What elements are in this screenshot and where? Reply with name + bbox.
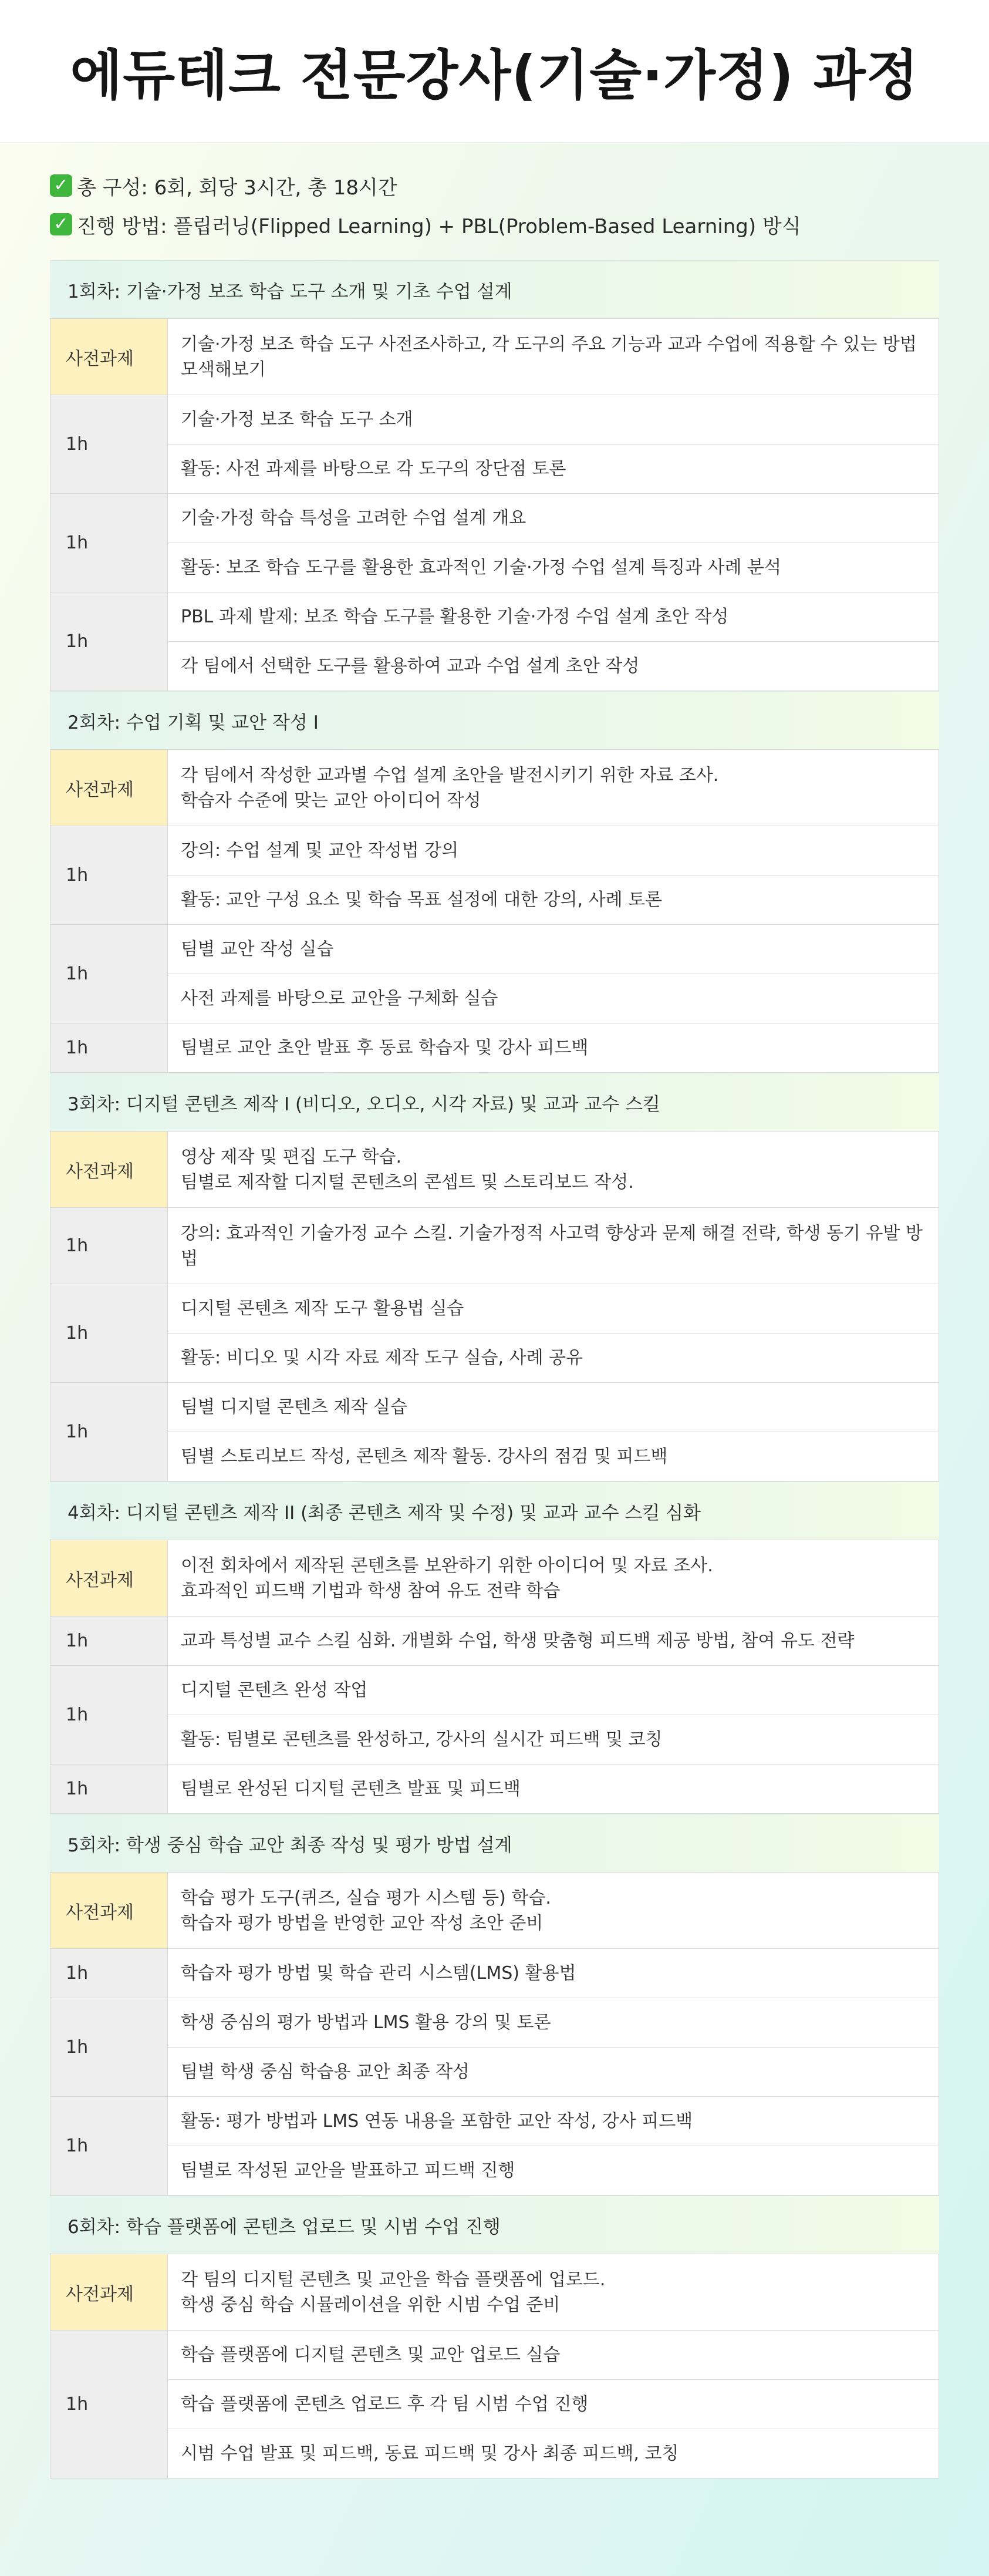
activity-item: 기술·가정 보조 학습 도구 소개 (168, 395, 939, 445)
table-row (50, 925, 939, 974)
course-info (50, 166, 939, 244)
activity-item: 활동: 보조 학습 도구를 활용한 효과적인 기술·가정 수업 설계 특징과 사례 분석 (168, 543, 939, 592)
pre-task-content (168, 1540, 939, 1617)
hour-label: 1h (50, 395, 168, 494)
hour-label: 1h (50, 1383, 168, 1481)
activity-item (168, 1208, 939, 1284)
course-content (0, 143, 989, 2576)
info-method (50, 205, 939, 244)
activity-item: 활동: 팀별로 콘텐츠를 완성하고, 강사의 실시간 피드백 및 코칭 (168, 1715, 939, 1765)
text-line: 효과적인 피드백 기법과 학생 참여 유도 전략 학습 (181, 1580, 561, 1601)
hour-label: 1h (50, 1949, 168, 1998)
text-line: 각 팀의 디지털 콘텐츠 및 교안을 학습 플랫폼에 업로드. (181, 2269, 606, 2290)
page-header (0, 0, 989, 143)
activity-item: 교과 특성별 교수 스킬 심화. 개별화 수업, 학생 맞춤형 피드백 제공 방법, 참여 유도 전략 (168, 1617, 939, 1666)
hour-label: 1h (50, 1023, 168, 1073)
session-5 (50, 1814, 939, 2196)
hour-label: 1h (50, 1284, 168, 1383)
activity-item: 팀별 디지털 콘텐츠 제작 실습 (168, 1383, 939, 1432)
session-title: 6회차: 학습 플랫폼에 콘텐츠 업로드 및 시범 수업 진행 (50, 2196, 939, 2254)
text-line: 학습자 평가 방법을 반영한 교안 작성 초안 준비 (181, 1912, 544, 1934)
table-row (50, 1023, 939, 1073)
activity-item: 팀별로 완성된 디지털 콘텐츠 발표 및 피드백 (168, 1765, 939, 1814)
table-row (50, 1132, 939, 1208)
pre-task-content (168, 319, 939, 395)
pre-task-label: 사전과제 (50, 1132, 168, 1208)
table-row (50, 2146, 939, 2196)
text-line: 모색해보기 (181, 359, 266, 380)
table-row (50, 1873, 939, 1949)
session-title: 1회차: 기술·가정 보조 학습 도구 소개 및 기초 수업 설계 (50, 260, 939, 318)
pre-task-label: 사전과제 (50, 319, 168, 395)
table-row (50, 319, 939, 395)
table-row (50, 974, 939, 1023)
text-line: 기술·가정 보조 학습 도구 사전조사하고, 각 도구의 주요 기능과 교과 수업에 적용할 수 있는 방법 (181, 334, 917, 355)
table-row (50, 1383, 939, 1432)
table-row (50, 1432, 939, 1481)
session-table (50, 1131, 939, 1481)
session-table (50, 318, 939, 691)
activity-item: 학습 플랫폼에 디지털 콘텐츠 및 교안 업로드 실습 (168, 2331, 939, 2380)
pre-task-content (168, 1873, 939, 1949)
hour-label: 1h (50, 1765, 168, 1814)
table-row (50, 1765, 939, 1814)
hour-label: 1h (50, 2097, 168, 2196)
activity-item: 팀별 학생 중심 학습용 교안 최종 작성 (168, 2048, 939, 2097)
session-3 (50, 1073, 939, 1481)
table-row (50, 395, 939, 445)
activity-item: 활동: 비디오 및 시각 자료 제작 도구 실습, 사례 공유 (168, 1334, 939, 1383)
table-row (50, 445, 939, 494)
hour-label: 1h (50, 826, 168, 925)
hour-label: 1h (50, 1208, 168, 1284)
text-line: 학습 평가 도구(퀴즈, 실습 평가 시스템 등) 학습. (181, 1887, 551, 1908)
check-mark-icon: ✓ (50, 213, 72, 235)
activity-item: 학습 플랫폼에 콘텐츠 업로드 후 각 팀 시범 수업 진행 (168, 2380, 939, 2429)
session-6 (50, 2196, 939, 2479)
session-table (50, 2254, 939, 2479)
activity-item: 활동: 평가 방법과 LMS 연동 내용을 포함한 교안 작성, 강사 피드백 (168, 2097, 939, 2146)
table-row (50, 1540, 939, 1617)
table-row (50, 2048, 939, 2097)
hour-label: 1h (50, 592, 168, 691)
session-table (50, 1872, 939, 2196)
table-row (50, 1666, 939, 1715)
activity-item: 활동: 사전 과제를 바탕으로 각 도구의 장단점 토론 (168, 445, 939, 494)
table-row (50, 1617, 939, 1666)
session-title: 2회차: 수업 기획 및 교안 작성 I (50, 691, 939, 749)
text-line: 법 (181, 1248, 198, 1269)
info-composition (50, 166, 939, 205)
table-row (50, 1715, 939, 1765)
table-row (50, 543, 939, 592)
pre-task-label: 사전과제 (50, 1873, 168, 1949)
table-row (50, 2380, 939, 2429)
pre-task-content (168, 1132, 939, 1208)
text-line: 각 팀에서 작성한 교과별 수업 설계 초안을 발전시키기 위한 자료 조사. (181, 765, 719, 786)
table-row (50, 875, 939, 925)
hour-label: 1h (50, 494, 168, 592)
hour-label: 1h (50, 1617, 168, 1666)
activity-item: 팀별로 작성된 교안을 발표하고 피드백 진행 (168, 2146, 939, 2196)
session-2 (50, 691, 939, 1073)
table-row (50, 592, 939, 642)
activity-item: 디지털 콘텐츠 제작 도구 활용법 실습 (168, 1284, 939, 1334)
table-row (50, 2429, 939, 2479)
table-row (50, 1998, 939, 2048)
text-line: 학습자 수준에 맞는 교안 아이디어 작성 (181, 790, 481, 811)
table-row (50, 1949, 939, 1998)
table-row (50, 1334, 939, 1383)
session-table (50, 749, 939, 1073)
activity-item: 시범 수업 발표 및 피드백, 동료 피드백 및 강사 최종 피드백, 코칭 (168, 2429, 939, 2479)
pre-task-label: 사전과제 (50, 1540, 168, 1617)
table-row (50, 826, 939, 875)
session-title: 4회차: 디지털 콘텐츠 제작 II (최종 콘텐츠 제작 및 수정) 및 교과 교수 스킬 심화 (50, 1481, 939, 1540)
table-row (50, 2097, 939, 2146)
activity-item: 학습자 평가 방법 및 학습 관리 시스템(LMS) 활용법 (168, 1949, 939, 1998)
table-row (50, 750, 939, 826)
pre-task-content (168, 750, 939, 826)
table-row (50, 2331, 939, 2380)
session-4 (50, 1481, 939, 1814)
activity-item: 사전 과제를 바탕으로 교안을 구체화 실습 (168, 974, 939, 1023)
session-title: 3회차: 디지털 콘텐츠 제작 I (비디오, 오디오, 시각 자료) 및 교과 교수 스킬 (50, 1073, 939, 1131)
table-row (50, 1284, 939, 1334)
activity-item: 팀별 스토리보드 작성, 콘텐츠 제작 활동. 강사의 점검 및 피드백 (168, 1432, 939, 1481)
activity-item: 기술·가정 학습 특성을 고려한 수업 설계 개요 (168, 494, 939, 543)
table-row (50, 494, 939, 543)
activity-item: PBL 과제 발제: 보조 학습 도구를 활용한 기술·가정 수업 설계 초안 작성 (168, 592, 939, 642)
session-title: 5회차: 학생 중심 학습 교안 최종 작성 및 평가 방법 설계 (50, 1814, 939, 1872)
hour-label: 1h (50, 925, 168, 1023)
info-method-text: 진행 방법: 플립러닝(Flipped Learning) + PBL(Problem-Based Learning) 방식 (77, 214, 801, 238)
activity-item: 활동: 교안 구성 요소 및 학습 목표 설정에 대한 강의, 사례 토론 (168, 875, 939, 925)
text-line: 이전 회차에서 제작된 콘텐츠를 보완하기 위한 아이디어 및 자료 조사. (181, 1555, 713, 1576)
check-mark-icon: ✓ (50, 174, 72, 197)
hour-label: 1h (50, 1666, 168, 1765)
page-title: 에듀테크 전문강사(기술·가정) 과정 (70, 44, 919, 107)
table-row (50, 1208, 939, 1284)
hour-label: 1h (50, 1998, 168, 2097)
pre-task-content (168, 2254, 939, 2331)
activity-item: 팀별로 교안 초안 발표 후 동료 학습자 및 강사 피드백 (168, 1023, 939, 1073)
activity-item: 학생 중심의 평가 방법과 LMS 활용 강의 및 토론 (168, 1998, 939, 2048)
text-line: 영상 제작 및 편집 도구 학습. (181, 1146, 401, 1167)
activity-item: 각 팀에서 선택한 도구를 활용하여 교과 수업 설계 초안 작성 (168, 642, 939, 691)
pre-task-label: 사전과제 (50, 750, 168, 826)
text-line: 강의: 효과적인 기술가정 교수 스킬. 기술가정적 사고력 향상과 문제 해결 전략, 학생 동기 유발 방 (181, 1223, 923, 1244)
hour-label: 1h (50, 2331, 168, 2479)
activity-item: 강의: 수업 설계 및 교안 작성법 강의 (168, 826, 939, 875)
table-row (50, 2254, 939, 2331)
text-line: 팀별로 제작할 디지털 콘텐츠의 콘셉트 및 스토리보드 작성. (181, 1171, 634, 1193)
text-line: 학생 중심 학습 시뮬레이션을 위한 시범 수업 준비 (181, 2294, 561, 2315)
activity-item: 팀별 교안 작성 실습 (168, 925, 939, 974)
pre-task-label: 사전과제 (50, 2254, 168, 2331)
table-row (50, 642, 939, 691)
activity-item: 디지털 콘텐츠 완성 작업 (168, 1666, 939, 1715)
session-table (50, 1540, 939, 1814)
info-composition-text: 총 구성: 6회, 회당 3시간, 총 18시간 (77, 176, 397, 200)
session-1 (50, 260, 939, 691)
